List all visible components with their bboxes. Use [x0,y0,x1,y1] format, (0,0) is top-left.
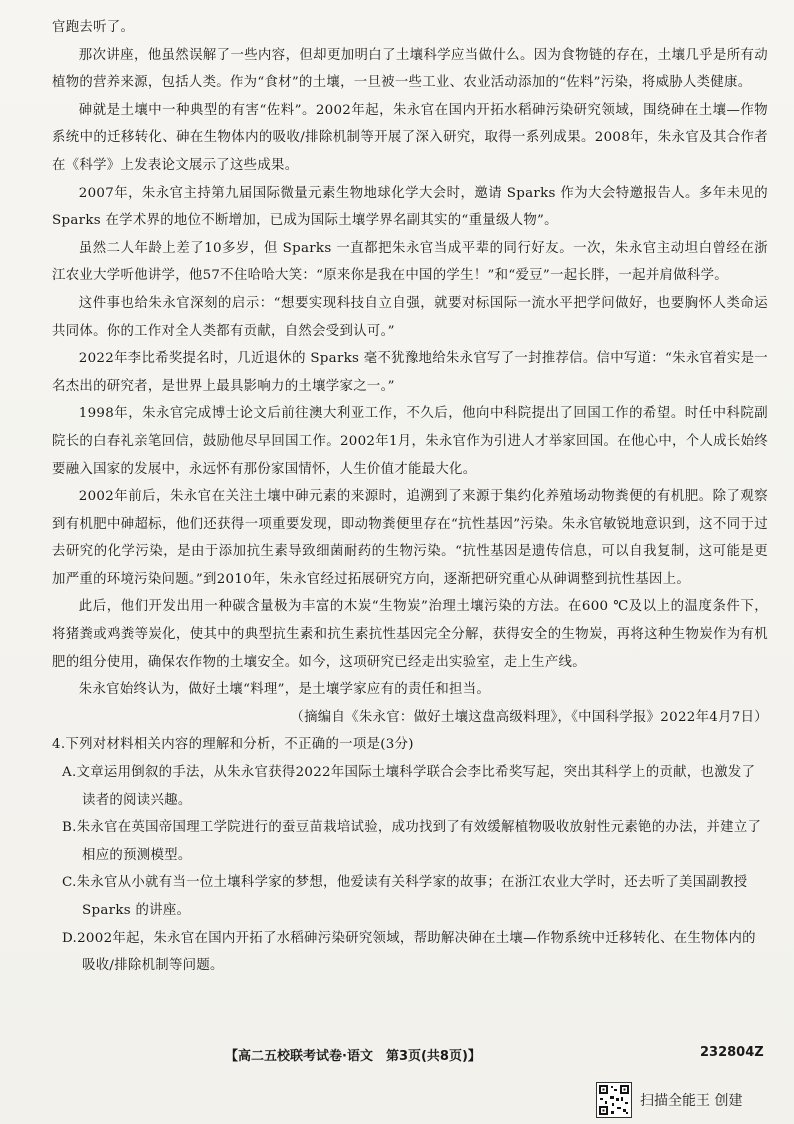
paragraph: 2022年李比希奖提名时，几近退休的 Sparks 毫不犹豫地给朱永官写了一封推荐信。信中写道：“朱永官着实是一名杰出的研究者，是世界上最具影响力的土壤学家之一。” [52,351,768,394]
option-d: D.2002年起，朱永官在国内开拓了水稻砷污染研究领域，帮助解决砷在土壤—作物系统中迁移转化、在生物体内的吸收/排除机制等问题。 [62,930,756,974]
option-c: C.朱永官从小就有当一位土壤科学家的梦想，他爱读有关科学家的故事；在浙江农业大学时，还去听了美国副教授 Sparks 的讲座。 [62,875,748,918]
paragraph: 砷就是土壤中一种典型的有害“佐料”。2002年起，朱永官在国内开拓水稻砷污染研究领域，围绕砷在土壤—作物系统中的迁移转化、砷在生物体内的吸收/排除机制等开展了深入研究，取得一系列成果。2008年，朱永官及其合作者在《科学》上发表论文展示了这些成果。 [52,102,768,173]
option-b: B.朱永官在英国帝国理工学院进行的蚕豆苗栽培试验，成功找到了有效缓解植物吸收放射性元素铯的办法，并建立了相应的预测模型。 [62,820,762,863]
qr-code-icon [596,1082,632,1118]
article-source: （摘编自《朱永官：做好土壤这盘高级料理》，《中国科学报》2022年4月7日） [290,709,768,725]
paragraph: 朱永官始终认为，做好土壤“料理”，是土壤学家应有的责任和担当。 [78,682,491,698]
paragraph: 2002年前后，朱永官在关注土壤中砷元素的来源时，追溯到了来源于集约化养殖场动物粪便的有机肥。除了观察到有机肥中砷超标，他们还获得一项重要发现，即动物粪便里存在“抗性基因”污染。朱永官敏锐地意识到，这不同于过去研究的化学污染，是由于添加抗生素导致细菌耐药的生物污染。“抗性基因是遗传信息，可以自我复制，这可能是更加严重的环境污染问题。”到2010年，朱永官经过拓展研究方向，逐渐把研究重心从砷调整到抗性基因上。 [52,489,768,587]
paragraph: 1998年，朱永官完成博士论文后前往澳大利亚工作，不久后，他向中科院提出了回国工作的希望。时任中科院副院长的白春礼亲笔回信，鼓励他尽早回国工作。2002年1月，朱永官作为引进人才举家回国。在他心中，个人成长始终要融入国家的发展中，永远怀有那份家国情怀，人生价值才能最大化。 [52,406,768,477]
page-footer [0,1045,794,1069]
paragraph: 虽然二人年龄上差了10多岁，但 Sparks 一直都把朱永官当成平辈的同行好友。一次，朱永官主动坦白曾经在浙江农业大学听他讲学，他57不住哈哈大笑：“原来你是我在中国的学生！”和“爱豆”一起长胖，一起并肩做科学。 [52,240,768,284]
paragraph: 那次讲座，他虽然误解了一些内容，但却更加明白了土壤科学应当做什么。因为食物链的存在，土壤几乎是所有动植物的营养来源，包括人类。作为“食材”的土壤，一旦被一些工业、农业活动添加的“佐料”污染，将威胁人类健康。 [52,47,768,91]
article-body [52,14,768,980]
paragraph: 2007年，朱永官主持第九届国际微量元素生物地球化学大会时，邀请 Sparks 作为大会特邀报告人。多年未见的 Sparks 在学术界的地位不断增加，已成为国际土壤学界名副其实的“重量级人物”。 [52,185,768,229]
footer-code: 232804Z [700,1045,764,1060]
paragraph: 官跑去听了。 [52,20,135,35]
watermark-text: 扫描全能王 创建 [640,1093,743,1109]
option-a: A.文章运用倒叙的手法，从朱永官获得2022年国际土壤科学联合会李比希奖写起，突出其科学上的贡献，也激发了读者的阅读兴趣。 [62,765,756,808]
paragraph: 此后，他们开发出用一种碳含量极为丰富的木炭“生物炭”治理土壤污染的方法。在600 ℃及以上的温度条件下，将猪粪或鸡粪等炭化，使其中的典型抗生素和抗生素抗性基因完全分解，获得安全的生物炭，再将这种生物炭作为有机肥的组分使用，确保农作物的土壤安全。如今，这项研究已经走出实验室，走上生产线。 [52,599,768,670]
paragraph: 这件事也给朱永官深刻的启示：“想要实现科技自立自强，就要对标国际一流水平把学问做好，也要胸怀人类命运共同体。你的工作对全人类都有贡献，自然会受到认可。” [52,295,768,339]
scanner-watermark [596,1082,786,1118]
footer-title: 【高二五校联考试卷·语文 第3页(共8页)】 [225,1049,481,1064]
question-options [52,759,768,980]
question-stem: 4.下列对材料相关内容的理解和分析，不正确的一项是(3分) [52,737,414,753]
